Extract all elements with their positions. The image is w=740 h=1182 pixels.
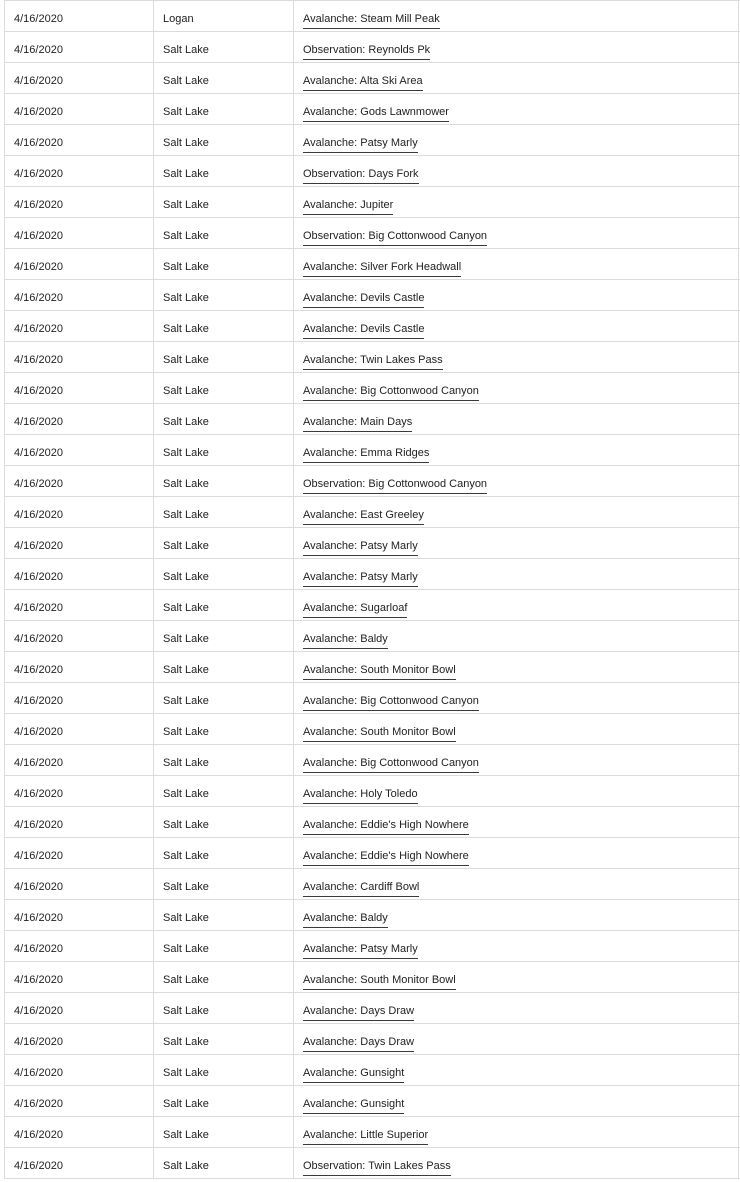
date-cell: 4/16/2020: [5, 1086, 154, 1116]
report-link[interactable]: Avalanche: Baldy: [303, 633, 388, 649]
date-cell: 4/16/2020: [5, 32, 154, 62]
table-row: [5, 1086, 740, 1117]
table-row: [5, 931, 740, 962]
region-cell: Salt Lake: [154, 714, 294, 744]
report-link[interactable]: Avalanche: Days Draw: [303, 1036, 414, 1052]
report-cell: [294, 838, 739, 868]
report-link[interactable]: Avalanche: Patsy Marly: [303, 540, 418, 556]
report-cell: [294, 280, 739, 310]
table-row: [5, 311, 740, 342]
region-cell: Salt Lake: [154, 776, 294, 806]
report-link[interactable]: Avalanche: Patsy Marly: [303, 571, 418, 587]
table-row: [5, 63, 740, 94]
report-link[interactable]: Observation: Twin Lakes Pass: [303, 1160, 451, 1176]
date-cell: 4/16/2020: [5, 900, 154, 930]
region-cell: Salt Lake: [154, 962, 294, 992]
date-cell: 4/16/2020: [5, 435, 154, 465]
date-cell: 4/16/2020: [5, 745, 154, 775]
date-cell: 4/16/2020: [5, 497, 154, 527]
date-cell: 4/16/2020: [5, 1055, 154, 1085]
date-cell: 4/16/2020: [5, 931, 154, 961]
date-cell: 4/16/2020: [5, 404, 154, 434]
report-link[interactable]: Avalanche: Little Superior: [303, 1129, 428, 1145]
date-cell: 4/16/2020: [5, 1148, 154, 1178]
region-cell: Salt Lake: [154, 993, 294, 1023]
date-cell: 4/16/2020: [5, 311, 154, 341]
region-cell: Salt Lake: [154, 931, 294, 961]
table-row: [5, 94, 740, 125]
report-link[interactable]: Avalanche: Patsy Marly: [303, 943, 418, 959]
report-link[interactable]: Avalanche: South Monitor Bowl: [303, 974, 456, 990]
date-cell: 4/16/2020: [5, 869, 154, 899]
table-row: [5, 280, 740, 311]
report-cell: [294, 466, 739, 496]
region-cell: Salt Lake: [154, 187, 294, 217]
date-cell: 4/16/2020: [5, 962, 154, 992]
region-cell: Logan: [154, 1, 294, 31]
report-link[interactable]: Observation: Days Fork: [303, 168, 419, 184]
date-cell: 4/16/2020: [5, 1024, 154, 1054]
report-link[interactable]: Avalanche: Sugarloaf: [303, 602, 407, 618]
report-cell: [294, 435, 739, 465]
region-cell: Salt Lake: [154, 435, 294, 465]
report-cell: [294, 776, 739, 806]
report-cell: [294, 342, 739, 372]
region-cell: Salt Lake: [154, 683, 294, 713]
region-cell: Salt Lake: [154, 900, 294, 930]
region-cell: Salt Lake: [154, 1086, 294, 1116]
table-row: [5, 497, 740, 528]
report-link[interactable]: Avalanche: Eddie's High Nowhere: [303, 850, 469, 866]
region-cell: Salt Lake: [154, 94, 294, 124]
region-cell: Salt Lake: [154, 807, 294, 837]
date-cell: 4/16/2020: [5, 125, 154, 155]
report-cell: [294, 869, 739, 899]
date-cell: 4/16/2020: [5, 466, 154, 496]
report-cell: [294, 900, 739, 930]
report-link[interactable]: Observation: Big Cottonwood Canyon: [303, 478, 487, 494]
report-link[interactable]: Avalanche: Alta Ski Area: [303, 75, 423, 91]
report-link[interactable]: Avalanche: Days Draw: [303, 1005, 414, 1021]
report-cell: [294, 187, 739, 217]
table-row: [5, 1117, 740, 1148]
table-row: [5, 249, 740, 280]
observations-table: [4, 0, 740, 1179]
report-link[interactable]: Avalanche: Gods Lawnmower: [303, 106, 449, 122]
date-cell: 4/16/2020: [5, 1117, 154, 1147]
date-cell: 4/16/2020: [5, 714, 154, 744]
region-cell: Salt Lake: [154, 249, 294, 279]
report-link[interactable]: Avalanche: East Greeley: [303, 509, 424, 525]
date-cell: 4/16/2020: [5, 993, 154, 1023]
report-link[interactable]: Avalanche: South Monitor Bowl: [303, 726, 456, 742]
date-cell: 4/16/2020: [5, 559, 154, 589]
report-link[interactable]: Avalanche: Silver Fork Headwall: [303, 261, 461, 277]
region-cell: Salt Lake: [154, 342, 294, 372]
region-cell: Salt Lake: [154, 1024, 294, 1054]
table-row: [5, 590, 740, 621]
report-link[interactable]: Avalanche: Big Cottonwood Canyon: [303, 385, 479, 401]
date-cell: 4/16/2020: [5, 683, 154, 713]
report-cell: [294, 311, 739, 341]
region-cell: Salt Lake: [154, 373, 294, 403]
report-cell: [294, 528, 739, 558]
table-row: [5, 807, 740, 838]
date-cell: 4/16/2020: [5, 280, 154, 310]
region-cell: Salt Lake: [154, 497, 294, 527]
table-row: [5, 32, 740, 63]
report-link[interactable]: Avalanche: Baldy: [303, 912, 388, 928]
report-link[interactable]: Avalanche: Gunsight: [303, 1067, 404, 1083]
table-row: [5, 962, 740, 993]
report-link[interactable]: Avalanche: Big Cottonwood Canyon: [303, 695, 479, 711]
report-link[interactable]: Avalanche: Gunsight: [303, 1098, 404, 1114]
table-row: [5, 900, 740, 931]
report-cell: [294, 652, 739, 682]
region-cell: Salt Lake: [154, 559, 294, 589]
report-cell: [294, 373, 739, 403]
table-row: [5, 776, 740, 807]
report-link[interactable]: Avalanche: Big Cottonwood Canyon: [303, 757, 479, 773]
region-cell: Salt Lake: [154, 280, 294, 310]
region-cell: Salt Lake: [154, 218, 294, 248]
date-cell: 4/16/2020: [5, 838, 154, 868]
table-row: [5, 1, 740, 32]
date-cell: 4/16/2020: [5, 373, 154, 403]
report-cell: [294, 32, 739, 62]
table-row: [5, 156, 740, 187]
region-cell: Salt Lake: [154, 838, 294, 868]
region-cell: Salt Lake: [154, 590, 294, 620]
date-cell: 4/16/2020: [5, 249, 154, 279]
table-row: [5, 621, 740, 652]
report-cell: [294, 621, 739, 651]
report-cell: [294, 1117, 739, 1147]
report-cell: [294, 559, 739, 589]
region-cell: Salt Lake: [154, 621, 294, 651]
date-cell: 4/16/2020: [5, 807, 154, 837]
table-row: [5, 745, 740, 776]
report-cell: [294, 1086, 739, 1116]
date-cell: 4/16/2020: [5, 652, 154, 682]
table-row: [5, 187, 740, 218]
report-link[interactable]: Observation: Reynolds Pk: [303, 44, 430, 60]
report-link[interactable]: Avalanche: Cardiff Bowl: [303, 881, 419, 897]
date-cell: 4/16/2020: [5, 342, 154, 372]
date-cell: 4/16/2020: [5, 218, 154, 248]
table-row: [5, 404, 740, 435]
report-link[interactable]: Avalanche: Devils Castle: [303, 323, 424, 339]
report-cell: [294, 404, 739, 434]
report-link[interactable]: Avalanche: Eddie's High Nowhere: [303, 819, 469, 835]
report-link[interactable]: Observation: Big Cottonwood Canyon: [303, 230, 487, 246]
table-row: [5, 714, 740, 745]
report-cell: [294, 1024, 739, 1054]
table-row: [5, 838, 740, 869]
date-cell: 4/16/2020: [5, 776, 154, 806]
region-cell: Salt Lake: [154, 404, 294, 434]
report-link[interactable]: Avalanche: Twin Lakes Pass: [303, 354, 443, 370]
report-cell: [294, 1055, 739, 1085]
table-row: [5, 559, 740, 590]
report-cell: [294, 745, 739, 775]
region-cell: Salt Lake: [154, 1117, 294, 1147]
table-row: [5, 1024, 740, 1055]
date-cell: 4/16/2020: [5, 528, 154, 558]
report-link[interactable]: Avalanche: Holy Toledo: [303, 788, 418, 804]
region-cell: Salt Lake: [154, 311, 294, 341]
report-cell: [294, 1, 739, 31]
report-cell: [294, 218, 739, 248]
report-link[interactable]: Avalanche: Main Days: [303, 416, 412, 432]
date-cell: 4/16/2020: [5, 94, 154, 124]
region-cell: Salt Lake: [154, 466, 294, 496]
report-cell: [294, 714, 739, 744]
date-cell: 4/16/2020: [5, 63, 154, 93]
date-cell: 4/16/2020: [5, 621, 154, 651]
report-cell: [294, 683, 739, 713]
region-cell: Salt Lake: [154, 156, 294, 186]
region-cell: Salt Lake: [154, 869, 294, 899]
date-cell: 4/16/2020: [5, 1, 154, 31]
report-link[interactable]: Avalanche: Steam Mill Peak: [303, 13, 440, 29]
region-cell: Salt Lake: [154, 63, 294, 93]
table-row: [5, 993, 740, 1024]
region-cell: Salt Lake: [154, 652, 294, 682]
region-cell: Salt Lake: [154, 745, 294, 775]
report-cell: [294, 931, 739, 961]
report-cell: [294, 807, 739, 837]
report-cell: [294, 497, 739, 527]
table-row: [5, 218, 740, 249]
date-cell: 4/16/2020: [5, 590, 154, 620]
region-cell: Salt Lake: [154, 528, 294, 558]
report-link[interactable]: Avalanche: Jupiter: [303, 199, 393, 215]
table-row: [5, 683, 740, 714]
table-row: [5, 466, 740, 497]
table-row: [5, 435, 740, 466]
report-cell: [294, 590, 739, 620]
table-row: [5, 652, 740, 683]
table-row: [5, 342, 740, 373]
report-cell: [294, 1148, 739, 1178]
region-cell: Salt Lake: [154, 125, 294, 155]
table-row: [5, 1148, 740, 1179]
region-cell: Salt Lake: [154, 1055, 294, 1085]
report-cell: [294, 993, 739, 1023]
region-cell: Salt Lake: [154, 32, 294, 62]
report-link[interactable]: Avalanche: Emma Ridges: [303, 447, 429, 463]
report-cell: [294, 156, 739, 186]
table-row: [5, 373, 740, 404]
table-row: [5, 528, 740, 559]
report-link[interactable]: Avalanche: Patsy Marly: [303, 137, 418, 153]
date-cell: 4/16/2020: [5, 156, 154, 186]
table-row: [5, 869, 740, 900]
report-cell: [294, 63, 739, 93]
report-cell: [294, 249, 739, 279]
table-row: [5, 1055, 740, 1086]
report-cell: [294, 94, 739, 124]
date-cell: 4/16/2020: [5, 187, 154, 217]
report-cell: [294, 125, 739, 155]
report-link[interactable]: Avalanche: South Monitor Bowl: [303, 664, 456, 680]
region-cell: Salt Lake: [154, 1148, 294, 1178]
report-cell: [294, 962, 739, 992]
report-link[interactable]: Avalanche: Devils Castle: [303, 292, 424, 308]
table-row: [5, 125, 740, 156]
